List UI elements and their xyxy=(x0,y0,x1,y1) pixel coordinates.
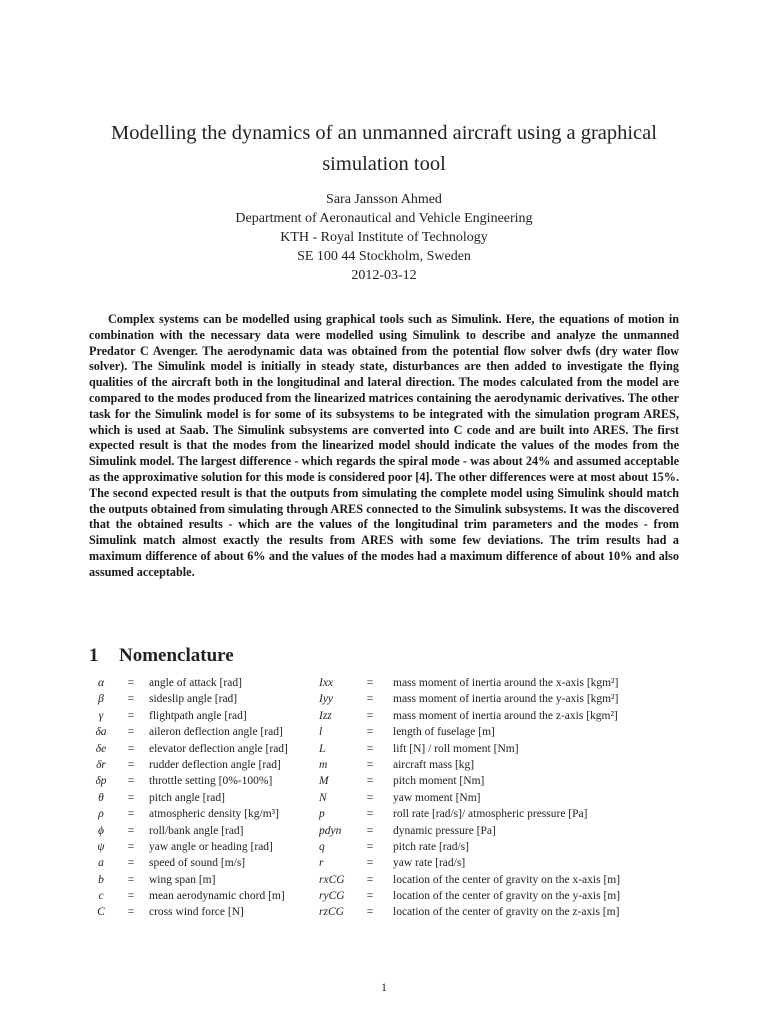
equals-sign: = xyxy=(366,775,374,788)
equals-sign: = xyxy=(127,742,135,755)
date: 2012-03-12 xyxy=(351,268,417,283)
equals-sign: = xyxy=(127,808,135,821)
nomenclature-symbol: δa xyxy=(95,726,107,739)
nomenclature-row xyxy=(89,708,288,724)
nomenclature-description: wing span [m] xyxy=(149,873,216,886)
nomenclature-symbol: q xyxy=(319,840,325,853)
nomenclature-symbol: p xyxy=(319,808,325,821)
nomenclature-description: cross wind force [N] xyxy=(149,906,244,919)
nomenclature-symbol: rxCG xyxy=(319,873,345,886)
nomenclature-symbol: pdyn xyxy=(319,824,342,837)
equals-sign: = xyxy=(366,857,374,870)
nomenclature-row xyxy=(89,757,288,773)
nomenclature-row xyxy=(319,757,620,773)
nomenclature-description: elevator deflection angle [rad] xyxy=(149,742,288,755)
equals-sign: = xyxy=(366,906,374,919)
nomenclature-row xyxy=(89,790,288,806)
nomenclature-description: flightpath angle [rad] xyxy=(149,709,247,722)
nomenclature-row xyxy=(89,888,288,904)
nomenclature-symbol: Ixx xyxy=(319,677,334,689)
nomenclature-row xyxy=(89,904,288,920)
nomenclature-row xyxy=(319,823,620,839)
equals-sign: = xyxy=(366,709,374,722)
nomenclature-row xyxy=(319,855,620,871)
nomenclature-row xyxy=(89,773,288,789)
page-number: 1 xyxy=(381,980,387,994)
nomenclature-row xyxy=(319,790,620,806)
equals-sign: = xyxy=(366,840,374,853)
nomenclature-description: length of fuselage [m] xyxy=(393,726,495,739)
nomenclature-symbol: a xyxy=(98,857,104,870)
nomenclature-description: dynamic pressure [Pa] xyxy=(393,824,496,837)
nomenclature-description: angle of attack [rad] xyxy=(149,677,242,689)
nomenclature-symbol: δe xyxy=(95,742,107,755)
nomenclature-symbol: C xyxy=(97,906,105,919)
nomenclature-row xyxy=(89,724,288,740)
equals-sign: = xyxy=(127,693,135,706)
equals-sign: = xyxy=(366,791,374,804)
nomenclature-description: sideslip angle [rad] xyxy=(149,693,238,706)
nomenclature-description: pitch angle [rad] xyxy=(149,791,225,804)
nomenclature-symbol: δp xyxy=(95,775,107,788)
nomenclature-row xyxy=(319,872,620,888)
nomenclature-row xyxy=(319,724,620,740)
nomenclature-description: roll/bank angle [rad] xyxy=(149,824,244,837)
nomenclature-description: location of the center of gravity on the y-axis [m] xyxy=(393,890,621,903)
equals-sign: = xyxy=(366,758,374,771)
nomenclature-description: mass moment of inertia around the y-axis [kgm²] xyxy=(393,693,619,706)
section-title: Nomenclature xyxy=(119,645,234,666)
equals-sign: = xyxy=(366,693,374,706)
nomenclature-symbol: β xyxy=(98,693,104,706)
author-block xyxy=(80,190,688,285)
equals-sign: = xyxy=(127,857,135,870)
nomenclature-row xyxy=(319,806,620,822)
nomenclature-symbol: rzCG xyxy=(319,906,344,919)
nomenclature-row xyxy=(319,904,620,920)
nomenclature-description: speed of sound [m/s] xyxy=(149,857,246,870)
nomenclature-symbol: δr xyxy=(96,758,106,771)
nomenclature-symbol: Iyy xyxy=(319,693,334,706)
equals-sign: = xyxy=(127,824,135,837)
equals-sign: = xyxy=(366,677,374,689)
nomenclature-description: pitch rate [rad/s] xyxy=(393,840,469,853)
equals-sign: = xyxy=(366,890,374,903)
equals-sign: = xyxy=(366,742,374,755)
nomenclature-description: throttle setting [0%-100%] xyxy=(149,775,273,788)
nomenclature-symbol: Izz xyxy=(319,709,332,722)
nomenclature-symbol: c xyxy=(98,890,104,903)
nomenclature-row xyxy=(319,741,620,757)
nomenclature-description: mass moment of inertia around the z-axis [kgm²] xyxy=(393,709,618,722)
equals-sign: = xyxy=(127,890,135,903)
nomenclature-description: yaw rate [rad/s] xyxy=(393,857,466,870)
nomenclature-row xyxy=(319,773,620,789)
equals-sign: = xyxy=(127,775,135,788)
equals-sign: = xyxy=(127,840,135,853)
nomenclature-symbol: N xyxy=(319,791,327,804)
paper-title: Modelling the dynamics of an unmanned aircraft using a graphical simulation tool xyxy=(111,122,657,175)
equals-sign: = xyxy=(127,758,135,771)
nomenclature-row xyxy=(89,839,288,855)
nomenclature-description: location of the center of gravity on the x-axis [m] xyxy=(393,873,621,886)
nomenclature-symbol: γ xyxy=(98,709,104,722)
nomenclature-symbol: ϕ xyxy=(98,824,104,837)
nomenclature-description: location of the center of gravity on the z-axis [m] xyxy=(393,906,620,919)
nomenclature-description: roll rate [rad/s]/ atmospheric pressure [Pa] xyxy=(393,808,588,821)
equals-sign: = xyxy=(366,873,374,886)
nomenclature-row xyxy=(89,741,288,757)
equals-sign: = xyxy=(366,824,374,837)
nomenclature-row xyxy=(319,708,620,724)
nomenclature-description: aircraft mass [kg] xyxy=(393,758,475,771)
equals-sign: = xyxy=(127,709,135,722)
section-number: 1 xyxy=(89,645,99,666)
nomenclature-row xyxy=(89,823,288,839)
institution: KTH - Royal Institute of Technology xyxy=(280,230,488,245)
nomenclature-description: yaw moment [Nm] xyxy=(393,791,481,804)
equals-sign: = xyxy=(366,726,374,739)
nomenclature-symbol: α xyxy=(97,677,105,689)
nomenclature-row xyxy=(89,806,288,822)
nomenclature-row xyxy=(319,675,620,691)
equals-sign: = xyxy=(127,726,135,739)
nomenclature-symbol: L xyxy=(319,742,326,755)
nomenclature-symbol: r xyxy=(319,857,324,870)
nomenclature-description: aileron deflection angle [rad] xyxy=(149,726,283,739)
nomenclature-symbol: b xyxy=(98,873,104,886)
department: Department of Aeronautical and Vehicle Engineering xyxy=(235,211,533,226)
abstract: Complex systems can be modelled using graphical tools such as Simulink. Here, the equations of motion in combination with the necessary data were modelled using Simulink to describe and analyze the unmanned Predator C Avenger. The aerodynamic data was obtained from the potential flow solver dwfs (dry water flow solver). The Simulink model is initially in steady state, disturbances are then added to investigate the flying qualities of the aircraft both in the longitudinal and lateral direction. The modes calculated from the model are compared to the modes produced from the linearized matrices containing the aerodynamic derivatives. The other task for the Simulink model is for some of its subsystems to be integrated with the simulation program ARES, which is used at Saab. The Simulink subsystems are converted into C code and are built into ARES. The first expected result is that the modes from the linearized model should indicate the values of the modes from the Simulink model. The largest difference - which regards the spiral mode - was about 24% and assumed acceptable as the approximative solution for this mode is considered poor [4]. The other differences were at most about 15%. The second expected result is that the outputs from simulating the complete model using Simulink should match the outputs obtained from simulating through ARES connected to the Simulink subsystems. It was the discovered that the obtained results - which are the values of the longitudinal trim parameters and the modes - from Simulink match almost exactly the results from ARES with some few deviations. The trim results had a maximum difference of about 6% and the values of the modes had a maximum difference of about 10% and also assumed acceptable. xyxy=(89,312,679,579)
nomenclature-description: yaw angle or heading [rad] xyxy=(149,840,273,853)
nomenclature-description: mean aerodynamic chord [m] xyxy=(149,890,285,903)
nomenclature-symbol: ρ xyxy=(98,808,104,821)
equals-sign: = xyxy=(127,906,135,919)
address: SE 100 44 Stockholm, Sweden xyxy=(297,249,471,264)
nomenclature-left-column xyxy=(89,675,288,921)
nomenclature-description: pitch moment [Nm] xyxy=(393,775,485,788)
author-name: Sara Jansson Ahmed xyxy=(326,192,442,207)
nomenclature-symbol: M xyxy=(319,775,329,788)
nomenclature-right-column xyxy=(319,675,620,921)
nomenclature-row xyxy=(319,839,620,855)
nomenclature-symbol: θ xyxy=(98,791,104,804)
nomenclature-row xyxy=(89,691,288,707)
nomenclature-symbol: ψ xyxy=(97,840,105,853)
equals-sign: = xyxy=(127,873,135,886)
section-heading xyxy=(89,645,234,667)
nomenclature-description: atmospheric density [kg/m³] xyxy=(149,808,279,821)
nomenclature-row xyxy=(89,675,288,691)
equals-sign: = xyxy=(127,791,135,804)
equals-sign: = xyxy=(127,677,135,689)
nomenclature-symbol: m xyxy=(319,758,328,771)
nomenclature-description: rudder deflection angle [rad] xyxy=(149,758,281,771)
nomenclature-row xyxy=(89,855,288,871)
equals-sign: = xyxy=(366,808,374,821)
nomenclature-description: lift [N] / roll moment [Nm] xyxy=(393,742,519,755)
nomenclature-symbol: l xyxy=(319,726,323,739)
nomenclature-row xyxy=(319,888,620,904)
nomenclature-row xyxy=(89,872,288,888)
nomenclature-description: mass moment of inertia around the x-axis [kgm²] xyxy=(393,677,619,689)
nomenclature-symbol: ryCG xyxy=(319,890,345,903)
nomenclature-row xyxy=(319,691,620,707)
